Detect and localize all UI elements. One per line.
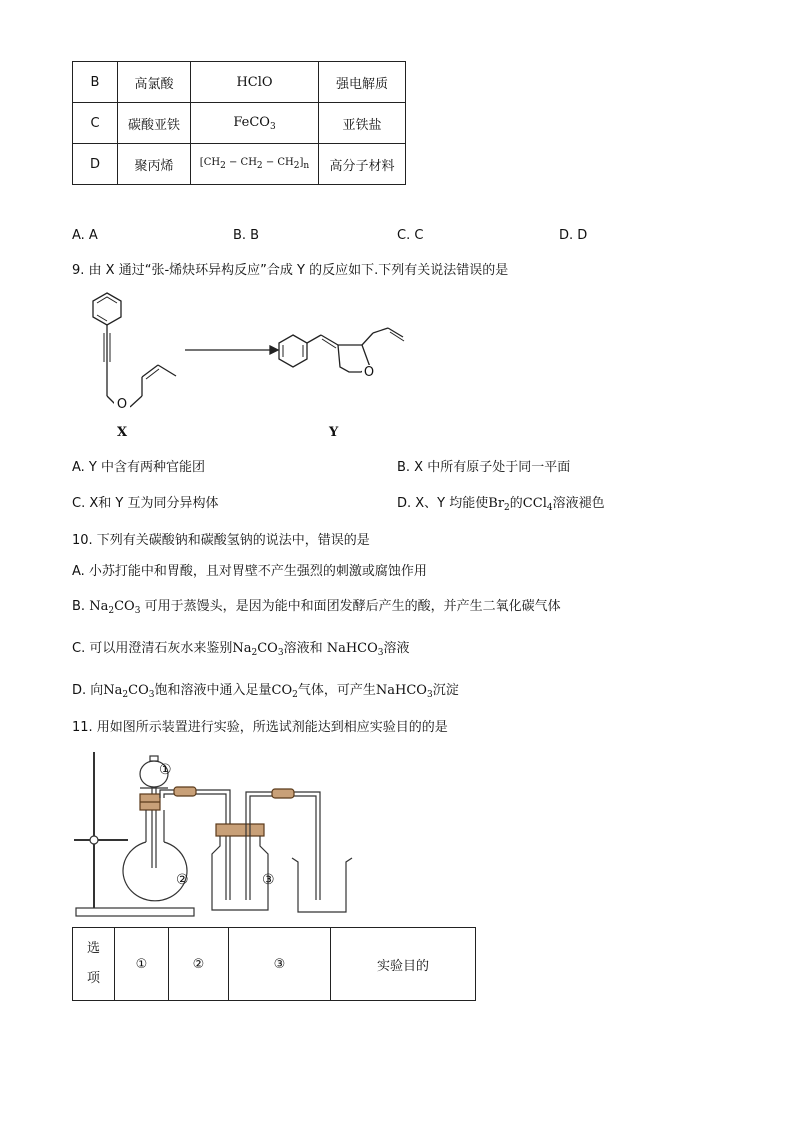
table-cell: 强电解质 <box>319 62 406 103</box>
table-header-cell: 选 项 <box>73 928 115 1001</box>
oxygen-atom-y: O <box>363 365 375 380</box>
table-row <box>73 103 406 144</box>
apparatus-diagram <box>70 750 370 922</box>
substance-classification-table <box>72 61 406 185</box>
label-circle-1: ① <box>159 762 172 778</box>
question-9-stem: 9. 由 X 通过“张-烯炔环异构反应”合成 Y 的反应如下.下列有关说法错误的是 <box>72 263 509 278</box>
table-header-cell: ③ <box>229 928 331 1001</box>
q10-option-a: A. 小苏打能中和胃酸，且对胃壁不产生强烈的刺激或腐蚀作用 <box>72 564 427 579</box>
label-circle-3: ③ <box>262 872 275 888</box>
table-row <box>73 144 406 185</box>
table-cell: FeCO$_3$ <box>191 103 319 144</box>
label-circle-2: ② <box>176 872 189 888</box>
reaction-scheme <box>70 290 470 430</box>
table-cell: B <box>73 62 118 103</box>
oxygen-atom-x: O <box>114 397 130 413</box>
table-cell: D <box>73 144 118 185</box>
benzene-ring-x <box>93 293 121 325</box>
table-cell: C <box>73 103 118 144</box>
table-cell: 高分子材料 <box>319 144 406 185</box>
q9-option-c: C. X和 Y 互为同分异构体 <box>72 496 219 511</box>
table-cell: $[CH_2 - CH_2 - CH_2]_n$ <box>191 144 319 185</box>
question-11-stem: 11. 用如图所示装置进行实验，所选试剂能达到相应实验目的的是 <box>72 720 448 735</box>
table-cell: 亚铁盐 <box>319 103 406 144</box>
option-c: C. C <box>397 228 424 243</box>
q9-option-d: D. X、Y 均能使$Br_2$的CCl$_4$溶液褪色 <box>397 496 605 513</box>
q9-option-a: A. Y 中含有两种官能团 <box>72 460 206 475</box>
table-header-row <box>73 928 476 1001</box>
table-header-cell: ① <box>115 928 169 1001</box>
table-header-cell: ② <box>169 928 229 1001</box>
table-cell: 高氯酸 <box>118 62 191 103</box>
table-cell: 聚丙烯 <box>118 144 191 185</box>
label-x: X <box>117 425 128 440</box>
table-cell: 碳酸亚铁 <box>118 103 191 144</box>
q9-option-b: B. X 中所有原子处于同一平面 <box>397 460 571 475</box>
option-b: B. B <box>233 228 260 243</box>
table-header-cell: 实验目的 <box>331 928 476 1001</box>
table-row <box>73 62 406 103</box>
option-d: D. D <box>559 228 588 243</box>
q10-option-c: C. 可以用澄清石灰水来鉴别$Na_2CO_3$溶液和 NaHCO$_3$溶液 <box>72 641 410 658</box>
option-a: A. A <box>72 228 98 243</box>
q10-option-d: D. 向$Na_2CO_3$饱和溶液中通入足量$CO_2$气体，可产生NaHCO$_3$沉淀 <box>72 683 459 700</box>
label-y: Y <box>329 425 339 440</box>
question-10-stem: 10. 下列有关碳酸钠和碳酸氢钠的说法中，错误的是 <box>72 533 370 548</box>
experiment-table <box>72 927 476 1001</box>
q10-option-b: B. $Na_2CO_3$ 可用于蒸馒头，是因为能中和面团发酵后产生的酸，并产生二氧化碳气体 <box>72 599 561 616</box>
table-cell: HClO <box>191 62 319 103</box>
